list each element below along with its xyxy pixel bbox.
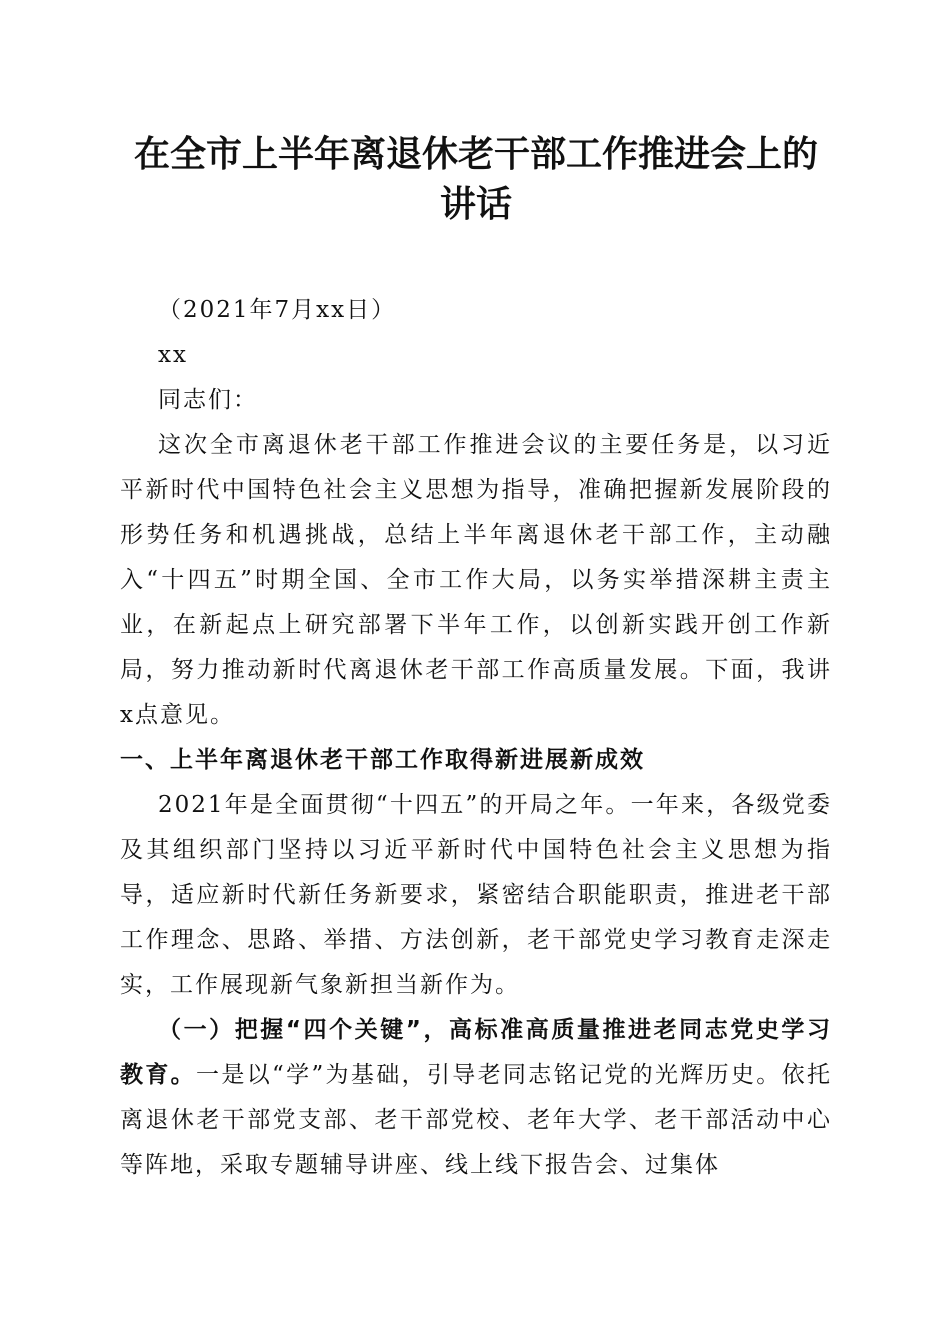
- intro-paragraph: 这次全市离退休老干部工作推进会议的主要任务是，以习近平新时代中国特色社会主义思想为指导，准确把握新发展阶段的形势任务和机遇挑战，总结上半年离退休老干部工作，主动融入“十四五”时期全国、全市工作大局，以务实举措深耕主责主业，在新起点上研究部署下半年工作，以创新实践开创工作新局，努力推动新时代离退休老干部工作高质量发展。下面，我讲x点意见。: [120, 432, 832, 728]
- document-title: 在全市上半年离退休老干部工作推进会上的讲话: [133, 134, 818, 225]
- section-1-paragraph: 2021年是全面贯彻“十四五”的开局之年。一年来，各级党委及其组织部门坚持以习近平新时代中国特色社会主义思想为指导，适应新时代新任务新要求，紧密结合职能职责，推进老干部工作理念、思路、举措、方法创新，老干部党史学习教育走深走实，工作展现新气象新担当新作为。: [120, 792, 832, 998]
- subsection-1-body: 一是以“学”为基础，引导老同志铭记党的光辉历史。依托离退休老干部党支部、老干部党校、老年大学、老干部活动中心等阵地，采取专题辅导讲座、线上线下报告会、过集体: [120, 1062, 832, 1178]
- salutation: 同志们：: [158, 387, 258, 413]
- speaker-name: xx: [158, 342, 188, 368]
- subsection-1-paragraph: [120, 1008, 832, 1188]
- document-page: [120, 130, 832, 1188]
- subsection-1-lead: （一）把握“四个关键”，高标准高质量推进老同志党史学习教育。: [120, 1017, 832, 1088]
- document-date: （2021年7月xx日）: [158, 297, 397, 323]
- section-1-heading: 一、上半年离退休老干部工作取得新进展新成效: [120, 747, 645, 773]
